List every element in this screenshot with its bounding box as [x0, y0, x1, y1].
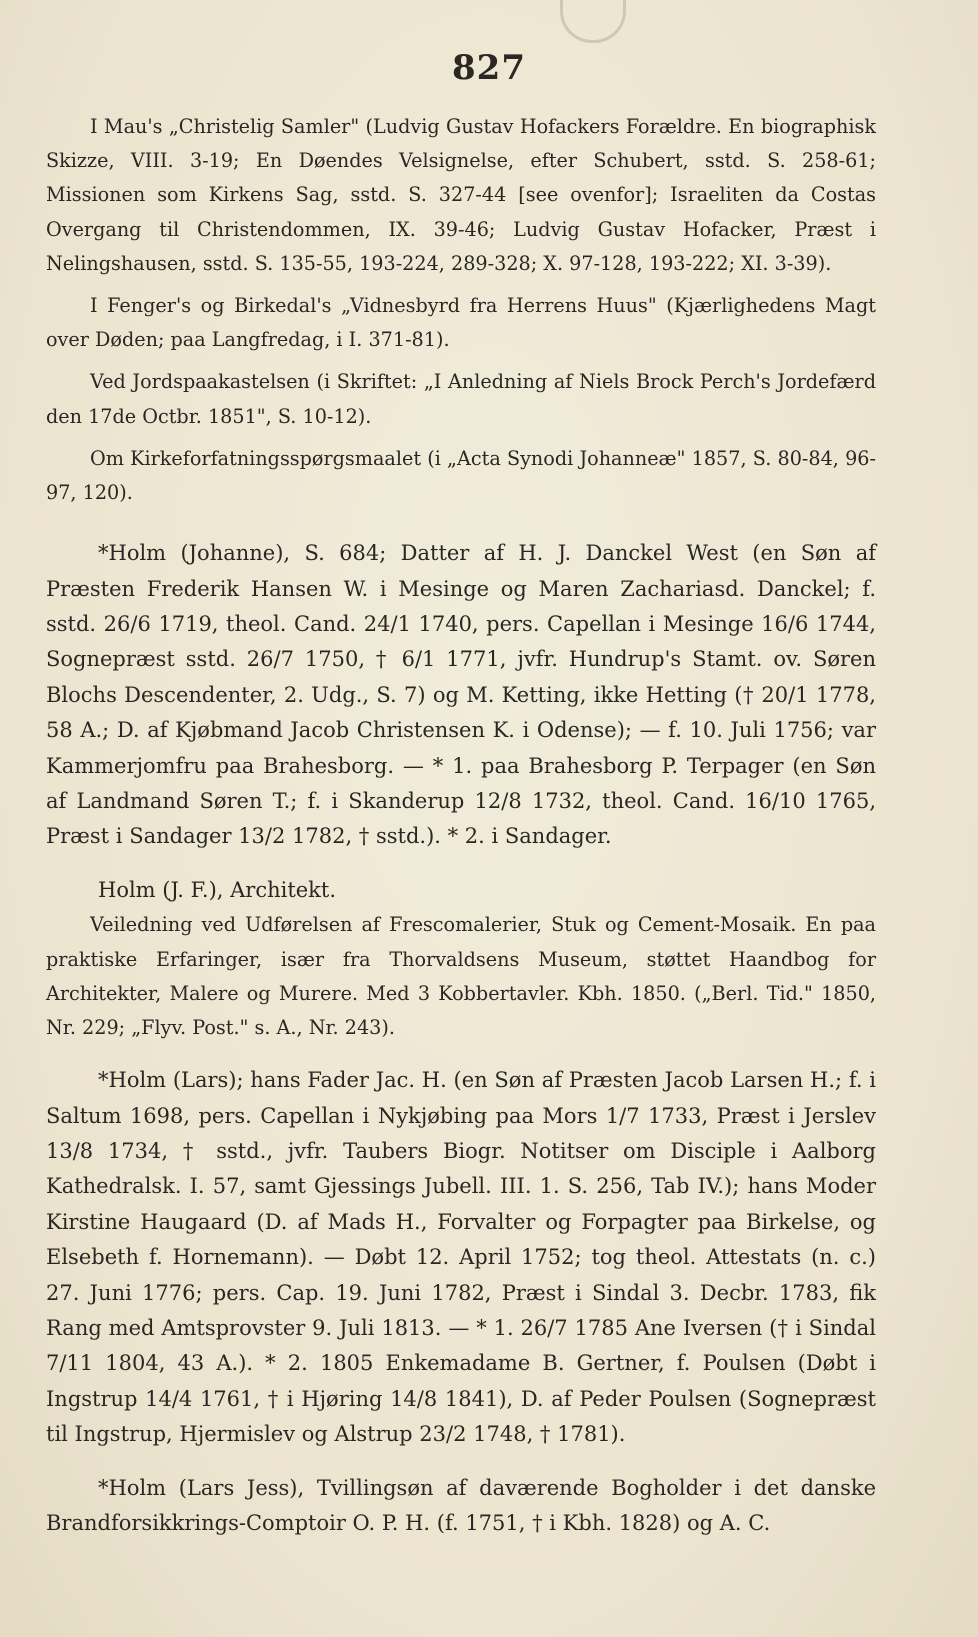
binding-hole-mark — [560, 0, 626, 43]
paragraph-fenger-birkedal: I Fenger's og Birkedal's „Vidnesbyrd fra Herrens Huus" (Kjærlighedens Magt over Døden; paa Langfredag, i I. 371-81). — [46, 294, 876, 352]
page-text — [46, 110, 876, 1541]
page-number: 827 — [452, 48, 526, 88]
paragraph-jordspaakastelsen: Ved Jordspaakastelsen (i Skriftet: „I Anledning af Niels Brock Perch's Jordefærd den 17de Octbr. 1851", S. 10-12). — [46, 370, 876, 428]
entry-holm-jf-heading: Holm (J. F.), Architekt. — [98, 877, 337, 902]
paragraph-veiledning: Veiledning ved Udførelsen af Frescomalerier, Stuk og Cement-Mosaik. En paa praktiske Erfaringer, især fra Thorvaldsens Museum, støttet Haandbog for Architekter, Malere og Murere. Med 3 Kobbertavler. Kbh. 1850. („Berl. Tid." 1850, Nr. 229; „Flyv. Post." s. A., Nr. 243). — [46, 913, 876, 1039]
entry-holm-johanne: *Holm (Johanne), S. 684; Datter af H. J. Danckel West (en Søn af Præsten Frederik Hansen W. i Mesinge og Maren Zachariasd. Danckel; f. sstd. 26/6 1719, theol. Cand. 24/1 1740, pers. Capellan i Mesinge 16/6 1744, Sognepræst sstd. 26/7 1750, † 6/1 1771, jvfr. Hundrup's Stamt. ov. Søren Blochs Descendenter, 2. Udg., S. 7) og M. Ketting, ikke Hetting († 20/1 1778, 58 A.; D. af Kjøbmand Jacob Christensen K. i Odense); — f. 10. Juli 1756; var Kammerjomfru paa Brahesborg. — * 1. paa Brahesborg P. Terpager (en Søn af Landmand Søren T.; f. i Skanderup 12/8 1732, theol. Cand. 16/10 1765, Præst i Sandager 13/2 1782, † sstd.). * 2. i Sandager. — [46, 541, 876, 849]
paragraph-kirkeforfatning: Om Kirkeforfatningsspørgsmaalet (i „Acta Synodi Johanneæ" 1857, S. 80-84, 96-97, 120). — [46, 446, 876, 505]
paragraph-mau-samler: I Mau's „Christelig Samler" (Ludvig Gustav Hofackers Forældre. En biographisk Skizze, VIII. 3-19; En Døendes Velsignelse, efter Schubert, sstd. S. 258-61; Missionen som Kirkens Sag, sstd. S. 327-44 [see ovenfor]; Israeliten da Costas Overgang til Christendommen, IX. 39-46; Ludvig Gustav Hofacker, Præst i Nelingshausen, sstd. S. 135-55, 193-224, 289-328; X. 97-128, 193-222; XI. 3-39). — [46, 115, 876, 275]
entry-holm-lars-jess: *Holm (Lars Jess), Tvillingsøn af daværende Bogholder i det danske Brandforsikkrings-Comptoir O. P. H. (f. 1751, † i Kbh. 1828) og A. C. — [46, 1475, 876, 1535]
entry-holm-lars: *Holm (Lars); hans Fader Jac. H. (en Søn af Præsten Jacob Larsen H.; f. i Saltum 1698, pers. Capellan i Nykjøbing paa Mors 1/7 1733, Præst i Jerslev 13/8 1734, † sstd., jvfr. Taubers Biogr. Notitser om Disciple i Aalborg Kathedralsk. I. 57, samt Gjessings Jubell. III. 1. S. 256, Tab IV.); hans Moder Kirstine Haugaard (D. af Mads H., Forvalter og Forpagter paa Birkelse, og Elsebeth f. Hornemann). — Døbt 12. April 1752; tog theol. Attestats (n. c.) 27. Juni 1776; pers. Cap. 19. Juni 1782, Præst i Sindal 3. Decbr. 1783, fik Rang med Amtsprovster 9. Juli 1813. — * 1. 26/7 1785 Ane Iversen († i Sindal 7/11 1804, 43 A.). * 2. 1805 Enkemadame B. Gertner, f. Poulsen (Døbt i Ingstrup 14/4 1761, † i Hjøring 14/8 1841), D. af Peder Poulsen (Sognepræst til Ingstrup, Hjermislev og Alstrup 23/2 1748, † 1781). — [46, 1068, 876, 1447]
